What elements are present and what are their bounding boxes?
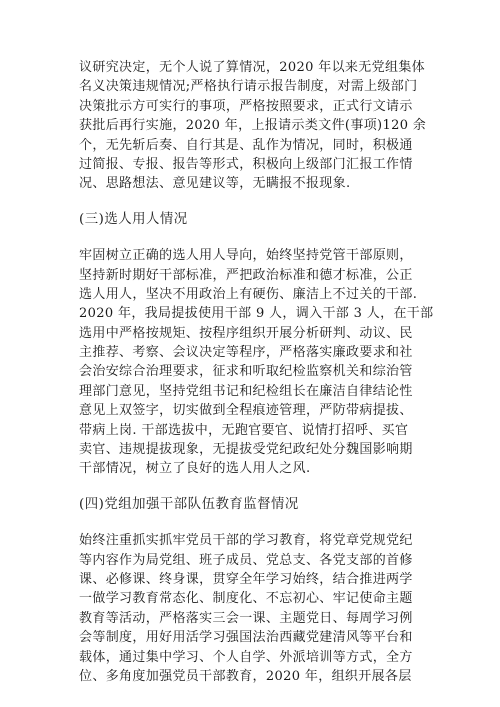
text-line: 始终注重抓实抓牢党员干部的学习教育，将党章党规党纪 [79, 533, 413, 549]
text-line: 议研究决定，无个人说了算情况，2020 年以来无党组集体 [79, 60, 426, 75]
section-heading-selection: (三)选人用人情况 [79, 211, 188, 227]
text-line: 位、多角度加强党员干部教育，2020 年，组织开展各层 [79, 668, 412, 684]
text-line: 过简报、专报、报告等形式，积极向上级部门汇报工作情 [79, 156, 413, 172]
text-line: 主推荐、考察、会议决定等程序，严格落实廉政要求和社 [79, 345, 413, 361]
text-line: 一做学习教育常态化、制度化、不忘初心、牢记使命主题 [79, 591, 413, 607]
text-line: 牢固树立正确的选人用人导向，始终坚持党管干部原则， [79, 248, 413, 264]
paragraph-decision-reporting [79, 58, 431, 194]
text-line: 理部门意见，坚持党组书记和纪检组长在廉洁自律结论性 [79, 383, 413, 399]
text-line: 个，无先斩后奏、自行其是、乱作为情况，同时，积极通 [79, 137, 413, 153]
text-line: 载体，通过集中学习、个人自学、外派培训等方式，全方 [79, 649, 413, 665]
text-line: 选用中严格按规矩、按程序组织开展分析研判、动议、民 [79, 325, 413, 341]
text-line: 选人用人，坚决不用政治上有硬伤、廉洁上不过关的干部. [79, 286, 418, 302]
text-line: 坚持新时期好干部标准，严把政治标准和德才标准，公正 [79, 267, 413, 283]
text-line: 课、必修课、终身课，贯穿全年学习始终，结合推进两学 [79, 571, 413, 587]
paragraph-education-supervision [79, 531, 431, 686]
document-page [79, 58, 434, 686]
text-line: 干部情况，树立了良好的选人用人之风. [79, 461, 311, 477]
text-line: 带病上岗. 干部选拔中，无跑官要官、说情打招呼、买官 [79, 422, 409, 438]
text-line: 会治安综合治理要求，征求和听取纪检监察机关和综治管 [79, 364, 413, 380]
spacer [79, 479, 431, 495]
text-line: 会等制度，用好用活学习强国法治西藏党建清风等平台和 [79, 630, 413, 646]
text-line: 名义决策违规情况;严格执行请示报告制度，对需上级部门 [79, 79, 418, 95]
text-line: 决策批示方可实行的事项，严格按照要求，正式行文请示 [79, 98, 413, 114]
spacer [79, 229, 431, 246]
spacer [79, 194, 431, 210]
spacer [79, 514, 431, 531]
text-line: 教育等活动，严格落实三会一课、主题党日、每周学习例 [79, 610, 413, 626]
text-line: 获批后再行实施，2020 年，上报请示类文件(事项)120 余 [79, 118, 427, 134]
text-line: 等内容作为局党组、班子成员、党总支、各党支部的首修 [79, 552, 413, 568]
paragraph-personnel-selection [79, 246, 434, 479]
text-line: 意见上双签字，切实做到全程痕迹管理，严防带病提拔、 [79, 403, 413, 419]
text-line: 况、思路想法、意见建议等，无瞒报不报现象. [79, 176, 351, 192]
text-line: 卖官、违规提拔现象，无提拔受党纪政纪处分魏国影响期 [79, 442, 413, 458]
text-line: 2020 年，我局提拔使用干部 9 人，调入干部 3 人，在干部 [79, 306, 434, 322]
section-heading-education: (四)党组加强干部队伍教育监督情况 [79, 496, 299, 512]
